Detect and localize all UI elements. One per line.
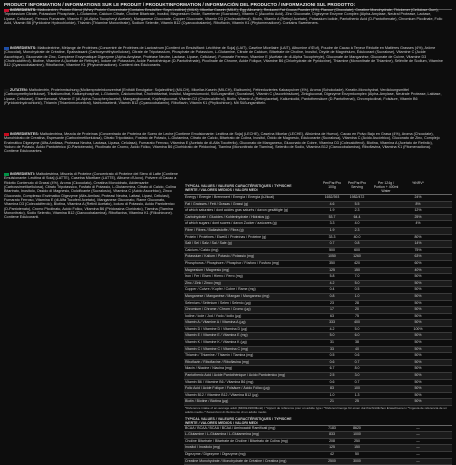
ingredients-label: INGRÉDIENTS: <box>10 46 37 50</box>
nutrient-value: 400 <box>354 320 360 325</box>
table-row <box>184 228 452 235</box>
nutrient-value: 60% <box>414 260 422 265</box>
ingredients-label: INGREDIENTS: <box>10 8 37 12</box>
table-row <box>184 373 452 380</box>
nutrient-value: 4.0 <box>354 221 360 226</box>
nutrient-value: 50% <box>414 346 422 351</box>
nutrient-value: 8620 <box>353 425 361 430</box>
nutrient-value: 53.7 <box>328 214 336 219</box>
nutrient-value: 0.5 <box>354 287 360 292</box>
nutrient-value: 600 <box>354 247 360 252</box>
nutrient-value: 50% <box>414 307 422 312</box>
nutrient-value: 333 <box>329 320 335 325</box>
nutrient-name: Niacin / Niacine / Niacina (mg) <box>185 366 233 371</box>
nutrient-value: — <box>416 432 420 437</box>
nutrient-name: Iron / Fer / Eisen / Hierro / Ferro (mg) <box>185 274 243 279</box>
nutrient-value: 64.4 <box>353 214 361 219</box>
table-row <box>184 439 452 446</box>
nutrient-value: 0.8 <box>329 293 335 298</box>
nutrient-value: 75 <box>355 313 359 318</box>
nutrient-value: 0.7 <box>354 359 360 364</box>
table-row <box>184 314 452 321</box>
ingredients-text: Maltodextrin, Proteinmischung (Molkenproteinkonzentrat [Enthält Emulgator: Sojalecithin] (MILCH), Micellar-Kasein (MILCH), Eialbumin), Fettreduziertes Kakaopulver (4%), Aroma (Schokolade), Kreatin-Monohydrat, Verdickungsmittel (Carboxymethylcellulose), Trikaliumcitrat, Kaliumphosphat, L-Glutamin, Calciumcitrat, Cholinbitartrat, Inositol, Magnesiumoxid, Süßungsmittel (Sucralose), Vitamin C (Ascorbinsäure), Zinkgluconat, Digezyme Enzymkomplex (Alpha-Amylase, Neutrale Protease, Laktase, Lipase, Cellulase), Eisenfumarat, Vitamin E (dl-Alpha-Tocopherylacetat), Mangangluconat, Kupfergluconat, Vitamin D3 (Cholecalciferol), Biotin, Vitamin A (Retinylacetat), Kaliumiodid, Pantothensäure (D-Pantothenat), Chrompicolinat, Folsäure, Vitamin B6 (Pyridoxinhydrochlorid), Thiamin (Thiaminmononitrat), Natriumselenit, Vitamin B12 (Cyanocobalamin), Riboflavin, Vitamin K1 (Phyllochinon). Mit Süßungsmitteln. <box>4 88 442 106</box>
nutrient-value: 50% <box>414 333 422 338</box>
nutrient-value: 38 <box>355 340 359 345</box>
ingredients-paragraph <box>4 132 444 154</box>
ingredients-paragraph <box>4 8 444 25</box>
nutrient-value: 21 <box>330 399 334 404</box>
nutrient-value: 2.3 <box>354 227 360 232</box>
table-row <box>184 366 452 373</box>
nutrient-value: 25 <box>355 399 359 404</box>
nutrient-value: 7183 <box>328 425 336 430</box>
nutrient-value: 350 <box>329 260 335 265</box>
table-row <box>184 208 452 215</box>
nutrition-table-header <box>184 180 452 195</box>
table-row <box>184 301 452 308</box>
nutrient-value: 1260 <box>353 254 361 259</box>
nutrient-value: 0.8 <box>354 241 360 246</box>
nutrient-value: 1050 <box>328 254 336 259</box>
nutrient-name: Pantothenic Acid / Acide Pantothénique / Acido Pantotenico (mg) <box>185 373 286 378</box>
ingredients-paragraph <box>4 88 444 105</box>
nutrient-name: Vitamin C / Vitamine C / Vitamina C (mg) <box>185 346 249 351</box>
nutrient-value: 2500 <box>328 458 336 463</box>
nutrient-value: 50% <box>414 399 422 404</box>
nutrient-value: 0.5 <box>329 353 335 358</box>
nutrient-value: 0.4 <box>329 287 335 292</box>
nutrient-name: Zinc / Zink / Zinco (mg) <box>185 280 221 285</box>
table-row <box>184 393 452 400</box>
nutrient-value: 5.5 <box>354 201 360 206</box>
nutrient-value: 1652/393 <box>324 195 340 199</box>
nutrient-name: Vitamin D / Vitamine D / Vitamina D (µg) <box>185 326 248 331</box>
nutrient-value: 1.9 <box>329 227 335 232</box>
nutrient-name: Vitamin K / Vitamine K / Vitamina K (µg) <box>185 340 247 345</box>
nutrient-value: 23 <box>330 300 334 305</box>
nutrient-value: 50% <box>414 280 422 285</box>
ingredients-label: INGREDIENTI: <box>10 172 35 176</box>
nutrient-name: Vitamin B12 / Vitamine B12 / Vitamina B12 (µg) <box>185 392 259 397</box>
table-row <box>184 254 452 261</box>
nutrient-name: Magnesium / Magnesio (mg) <box>185 267 230 272</box>
table-row <box>184 221 452 228</box>
nutrient-value: — <box>416 438 420 443</box>
table-row <box>184 320 452 327</box>
table-row <box>184 241 452 248</box>
flag-icon <box>4 89 9 92</box>
nutrition-table <box>184 180 452 465</box>
table-row <box>184 202 452 209</box>
nutrient-value: — <box>416 445 420 450</box>
table-row <box>184 432 452 439</box>
nutrient-name: L-Glutamine / L-Glutamina / L-Glutammina (mg) <box>185 432 260 437</box>
nutrient-value: 2.5 <box>329 373 335 378</box>
product-information-header: PRODUCT INFORMATION / INFORMATIONS SUR LE PRODUIT / PRODUKTINFORMATION / INFORMACIÓN DEL PRODUCTO / INFORMAZIONI SUL PRODOTTO: <box>4 2 452 10</box>
table-row <box>184 248 452 255</box>
nutrient-value: 125 <box>329 445 335 450</box>
nutrient-value: 1.0 <box>329 392 335 397</box>
nutrient-name: Protein / Protéines / Eiweiß / Proteínas / Proteine (g) <box>185 234 267 239</box>
nutrient-value: 63% <box>414 254 422 259</box>
nutrient-value: 1000 <box>353 432 361 437</box>
nutrient-name: Fibre / Fibres / Ballaststoffe / Fibra (g) <box>185 227 244 232</box>
nutrient-value: 50% <box>414 379 422 384</box>
nutrient-value: 5.0 <box>354 280 360 285</box>
extra-table-heading: TYPICAL VALUES / VALEURS CARACTÉRISTIQUES / TYPISCHE WERTE / VALORES MEDIOS / VALORI MEDI <box>185 416 292 425</box>
nutrient-value: 3.3 <box>329 221 335 226</box>
table-row <box>184 327 452 334</box>
table-heading: TYPICAL VALUES / VALEURS CARACTÉRISTIQUES / TYPISCHE WERTE / VALORES MEDIOS / VALORI MEDI <box>185 184 292 193</box>
nutrient-name: Inositol / Inositolo (mg) <box>185 445 221 450</box>
nutrient-value: 50% <box>414 287 422 292</box>
nutrient-value: 5.0 <box>354 326 360 331</box>
nutrient-value: 4.6 <box>329 201 335 206</box>
table-row <box>184 380 452 387</box>
table-row <box>184 386 452 393</box>
table-row <box>184 287 452 294</box>
nutrient-value: 50% <box>414 340 422 345</box>
nutrient-value: 25% <box>414 214 422 219</box>
nutrient-value: 17 <box>330 307 334 312</box>
nutrient-value: 5.0 <box>329 333 335 338</box>
nutrient-value: 1.3 <box>354 392 360 397</box>
flag-icon <box>4 173 9 176</box>
extra-table-header <box>184 416 452 426</box>
nutrient-value: 50% <box>414 359 422 364</box>
nutrient-value: 150 <box>354 445 360 450</box>
nutrient-name: Vitamin B6 / Vitamine B6 / Vitamina B6 (mg) <box>185 379 254 384</box>
ingredients-label: ZUTATEN: <box>10 88 28 92</box>
table-row <box>184 195 452 202</box>
nutrient-name: Carbohydrate / Glucides / Kohlenhydrate / Hidratos (g) <box>185 214 270 219</box>
nutrient-name: of which saturates / dont acides gras saturés / davon gesättigte (g) <box>185 208 289 213</box>
nutrient-value: 63 <box>330 313 334 318</box>
nutrient-value: 50% <box>414 366 422 371</box>
nutrient-value: 12% <box>414 208 422 213</box>
nutrient-name: Creatine Monohydrate / Monohydrate de Créatine / Creatina (mg) <box>185 458 287 463</box>
nutrient-name: Selenium / Sélénium / Selen / Selenio (µg) <box>185 300 251 305</box>
nutrient-value: 0.6 <box>329 379 335 384</box>
nutrient-name: Chromium / Chrome / Chrom / Cromo (µg) <box>185 307 251 312</box>
nutrient-value: 6.7 <box>329 366 335 371</box>
nutrient-name: Potassium / Kalium / Potasio / Potassio (mg) <box>185 254 255 259</box>
nutrient-value: 833 <box>329 432 335 437</box>
table-row <box>184 261 452 268</box>
nutrient-value: 0.6 <box>354 353 360 358</box>
nutrient-value: 100% <box>413 326 423 331</box>
nutrient-value: 80% <box>414 234 422 239</box>
nutrient-value: 50% <box>414 293 422 298</box>
nutrient-value: 3.0 <box>354 373 360 378</box>
ingredients-text: Maltodextrina, Mezcla de Proteínas (Concentrado de Proteína de Suero de Leche [Contiene Emulsionante: Lecitina de Soja] (LECHE), Caseína Micelar (LECHE), Albúmina de Huevo), Cacao en Polvo Bajo en Grasa (4%), Aroma (Chocolate), Monohidrato de Creatina, Espesante (Carboximetilcelulosa), Citrato Tripotásico, Fosfato de Potasio, L-Glutamina, Citrato de Calcio, Bitartrato de Colina, Inositol, Óxido de Magnesio, Edulcorante (Sucralosa), Vitamina C (Ácido Ascórbico), Gluconato de Zinc, Complejo Enzimático Digezyme (Alfa-Amilasa, Proteasa Neutra, Lactasa, Lipasa, Celulasa), Fumarato Ferroso, Vitamina E (Acetato de dl-Alfa Tocoferilo), Gluconato de Manganeso, Gluconato de Cobre, Vitamina D3 (Colecalciferol), Biotina, Vitamina A (Acetato de Retinilo), Yoduro de Potasio, Ácido Pantoténico (D-Pantotenato), Picolinato de Cromo, Ácido Fólico, Vitamina B6 (Clorhidrato de Piridoxina), Tiamina (Mononitrato de Tiamina), Selenito de Sodio, Vitamina B12 (Cianocobalamina), Riboflavina, Vitamina K1 (Fitomenadiona). Contiene Edulcorantes. <box>4 132 440 154</box>
table-row <box>184 274 452 281</box>
nutrient-name: Riboflavin / Riboflavine / Riboflavina (mg) <box>185 359 249 364</box>
table-row <box>184 399 452 406</box>
nutrient-value: 4.2 <box>329 280 335 285</box>
nutrient-value: — <box>416 458 420 463</box>
table-row <box>184 215 452 222</box>
nutrient-value: 75% <box>414 247 422 252</box>
flag-icon <box>4 9 9 12</box>
nutrient-value: 1982/472 <box>349 195 365 199</box>
nutrient-value: 50% <box>414 300 422 305</box>
nutrient-value: 8.0 <box>354 366 360 371</box>
nutrient-value: 24% <box>414 195 422 199</box>
nutrient-value: 4% <box>415 221 421 226</box>
nutrient-value: 6.0 <box>354 333 360 338</box>
nutrient-value: 50% <box>414 320 422 325</box>
nutrient-value: 50% <box>414 386 422 391</box>
nutrient-value: 14% <box>414 241 422 246</box>
nutrient-value: 5.8 <box>329 274 335 279</box>
nutrient-value: 28 <box>355 300 359 305</box>
column-per-serving-water: Per 124g / Portion + 400ml Water <box>373 181 399 193</box>
nutrient-name: Phosphorus / Phosphore / Phosphor / Fósforo / Fosforo (mg) <box>185 260 280 265</box>
ingredients-text: Maltodestrina, Miscela di Proteine (Concentrato di Proteine del Siero di Latte [Contiene Emulsionante: Lecitina di Soia] (LATTE), Caseina Micellare (LATTE), Albume d'Uovo), Polvere di Cacao a Ridotto Contenuto di Grassi (4%), Aroma (Cioccolato), Creatina Monoidrato, Addensante (Carbossimetilcellulosa), Citrato Tripotassico, Fosfato di Potassio, L-Glutammina, Citrato di Calcio, Colina Bitartrato, Inositolo, Ossido di Magnesio, Dolcificante (Sucralosio), Vitamina C (Acido Ascorbico), Zinco Gluconato, Complesso Enzimatico Digezyme (Alfa-Amilasi, Proteasi Neutra, Lattasi, Lipasi, Cellulasi), Fumarato Ferroso, Vitamina E (dl-Alfa Tocoferil Acetato), Manganese Gluconato, Rame Gluconato, Vitamina D3 (Colecalciferolo), Biotina, Vitamina A (Retinil Acetato), Ioduro di Potassio, Acido Pantotenico (D-Pantotenato), Cromo Picolinato, Acido Folico, Vitamina B6 (Piridossina Cloridrato), Tiamina (Tiamina Mononitrato), Sodio Selenito, Vitamina B12 (Cianocobalamina), Riboflavina, Vitamina K1 (Fillochinone). Contiene Edulcoranti. <box>4 172 178 220</box>
column-nrv: %NRV* <box>412 181 424 185</box>
ingredients-text: Maltodextrin, Protein Blend (Whey Protein Concentrate [Contains Emulsifier: Soya Lecithin] (MILK), Micellar Casein (MILK), Egg Albumin), Reduced Fat Cocoa Powder (4%), Flavour (Chocolate), Creatine Monohydrate, Thickener (Cellulose Gum), Tripotassium Citrate, Potassium Phosphate, L-Glutamine, Calcium Citrate, Choline Bitartrate, Inositol, Magnesium Oxide, Sweetener (Sucralose), Vitamin C (Ascorbic Acid), Zinc Gluconate, Digezyme Enzyme Complex (Alpha-Amylase, Neutral Protease, Lactase, Lipase, Cellulase), Ferrous Fumarate, Vitamin E (dl-Alpha Tocopheryl Acetate), Manganese Gluconate, Copper Gluconate, Vitamin D3 (Cholecalciferol), Biotin, Vitamin A (Retinyl Acetate), Potassium Iodide, Pantothenic Acid (D-Pantothenate), Chromium Picolinate, Folic Acid, Vitamin B6 (Pyridoxine Hydrochloride), Thiamin (Thiamine Mononitrate), Sodium Selenite, Vitamin B12 (Cyanocobalamin), Riboflavin, Vitamin K1 (Phytomenadione). Contains Sweeteners. <box>4 8 443 26</box>
nutrient-value: 33.3 <box>328 234 336 239</box>
nutrient-value: 420 <box>354 260 360 265</box>
nutrient-name: Vitamin E / Vitamine E / Vitamina E (mg) <box>185 333 248 338</box>
nutrient-name: Iodine / Iode / Jod / Yodo / Iodio (µg) <box>185 313 242 318</box>
table-row <box>184 235 452 242</box>
ingredients-label: INGREDIENTES: <box>10 132 39 136</box>
nutrient-name: Thiamin / Thiamine / Thiamin / Tiamina (mg) <box>185 353 254 358</box>
extra-nutrition-rows <box>184 426 452 465</box>
nutrient-value: 50% <box>414 313 422 318</box>
table-row <box>184 307 452 314</box>
nutrient-value: 8% <box>415 201 421 206</box>
nutrient-name: of which sugars / dont sucres / davon Zucker / azúcares (g) <box>185 221 277 226</box>
nutrient-value: 3000 <box>353 458 361 463</box>
nutrient-value: 40 <box>355 346 359 351</box>
nutrient-value: 208 <box>329 438 335 443</box>
nutrient-value: 40.0 <box>353 234 361 239</box>
nutrient-value: 0.7 <box>329 241 335 246</box>
nutrient-value: 2.3 <box>354 208 360 213</box>
nutrient-name: Copper / Cuivre / Kupfer / Cobre / Rame (mg) <box>185 287 256 292</box>
nutrient-value: 500 <box>329 247 335 252</box>
table-row <box>184 459 452 465</box>
table-row <box>184 445 452 452</box>
table-row <box>184 353 452 360</box>
nutrition-rows <box>184 195 452 406</box>
nutrient-value: 1.0 <box>354 293 360 298</box>
nutrient-name: Choline Bitartrate / Bitartrate de Choline / Bitartrato de Colina (mg) <box>185 438 288 443</box>
nutrient-value: 40% <box>414 267 422 272</box>
table-row <box>184 340 452 347</box>
nutrient-value: 125 <box>329 267 335 272</box>
nutrient-name: Folic Acid / Acide Folique / Folsäure / Ácido Fólico (µg) <box>185 386 270 391</box>
nutrient-name: Vitamin A / Vitamine A / Vitamina A (µg) <box>185 320 246 325</box>
nutrient-value: 4.2 <box>329 326 335 331</box>
column-per-100g: Per/Par/Pro 100g <box>322 181 342 189</box>
nutrient-value: 50% <box>414 353 422 358</box>
table-row <box>184 268 452 275</box>
nutrient-value: 50% <box>414 274 422 279</box>
reference-intake-note: *Reference intake of an average adult (8400kJ/2000kcal) / *Apport de référence pour un adulte type / *Referenzmenge für einen durchschnittlichen Erwachsenen / *Ingesta de referencia de un adulto medio / *Assunzioni di riferimento di un adulto medio <box>185 406 447 414</box>
nutrient-value: 1.9 <box>329 208 335 213</box>
nutrient-value: — <box>416 451 420 456</box>
nutrient-name: Salt / Sel / Salz / Sal / Sale (g) <box>185 241 232 246</box>
nutrient-name: Energy / Énergie / Brennwert / Energía / Energia (kJ/kcal) <box>185 195 275 199</box>
ingredients-paragraph <box>4 172 180 220</box>
table-row <box>184 426 452 433</box>
table-row <box>184 452 452 459</box>
nutrient-name: BCAA / BCAA / BCAA / BCAA / Aminoacidi Ramificati (mg) <box>185 425 276 430</box>
nutrient-value: 7.0 <box>354 274 360 279</box>
nutrient-name: Biotin / Biotine / Biotina (µg) <box>185 399 229 404</box>
table-row <box>184 360 452 367</box>
nutrient-name: Fat / Graisses / Fett / Grasas / Grassi (g) <box>185 201 249 206</box>
table-row <box>184 347 452 354</box>
table-row <box>184 281 452 288</box>
table-row <box>184 294 452 301</box>
nutrient-value: 150 <box>354 267 360 272</box>
nutrient-value: — <box>416 425 420 430</box>
column-per-serving: Per/Par/Pro Serving <box>347 181 367 189</box>
nutrient-value: 100 <box>354 386 360 391</box>
nutrient-value: 83 <box>330 386 334 391</box>
nutrient-value: 0.6 <box>329 359 335 364</box>
nutrient-value: 50% <box>414 392 422 397</box>
nutrient-name: Calcium / Calcio (mg) <box>185 247 219 252</box>
nutrient-value: 42 <box>330 451 334 456</box>
nutrient-value: 250 <box>354 438 360 443</box>
ingredients-paragraph <box>4 46 444 68</box>
nutrient-value: 31 <box>330 340 334 345</box>
nutrient-value: 33 <box>330 346 334 351</box>
nutrient-value: 0.7 <box>354 379 360 384</box>
nutrient-name: Digezyme / Digezyme / Digezyme (mg) <box>185 451 246 456</box>
table-row <box>184 333 452 340</box>
nutrient-value: 50% <box>414 373 422 378</box>
nutrient-name: Manganese / Manganèse / Mangan / Manganeso (mg) <box>185 293 270 298</box>
ingredients-text: Maltodextrine, Mélange de Protéines (Concentré de Protéines de Lactosérum [Contient un Émulsifiant: Lécithine de Soja] (LAIT), Caséine Micellaire (LAIT), Albumine d'Œuf), Poudre de Cacao à Teneur Réduite en Matières Grasses (4%), Arôme (Chocolat), Monohydrate de Créatine, Épaississant (Carboxyméthylcellulose), Citrate de Tripotassium, Phosphate de Potassium, L-Glutamine, Citrate de Calcium, Bitartrate de Choline, Inositol, Oxyde de Magnésium, Édulcorant (Sucralose), Vitamine C (Acide Ascorbique), Gluconate de Zinc, Complexe Enzymatique Digezyme (Alpha-Amylase, Protéase Neutre, Lactase, Lipase, Cellulase), Fumarate Ferreux, Vitamine E (Acétate de dl-Alpha Tocophéryle), Gluconate de Manganèse, Gluconate de Cuivre, Vitamine D3 (Cholécalciférol), Biotine, Vitamine A (Acétate de Rétinyle), Iodure de Potassium, Acide Pantothénique (D-Pantothénate), Picolinate de Chrome, Acide Folique, Vitamine B6 (Chlorhydrate de Pyridoxine), Thiamine (Mononitrate de Thiamine), Sélénite de Sodium, Vitamine B12 (Cyanocobalamine), Riboflavine, Vitamine K1 (Phytoménadione). Contient des Édulcorants. <box>4 46 443 68</box>
nutrient-value: 50 <box>355 451 359 456</box>
nutrient-value: 20 <box>355 307 359 312</box>
